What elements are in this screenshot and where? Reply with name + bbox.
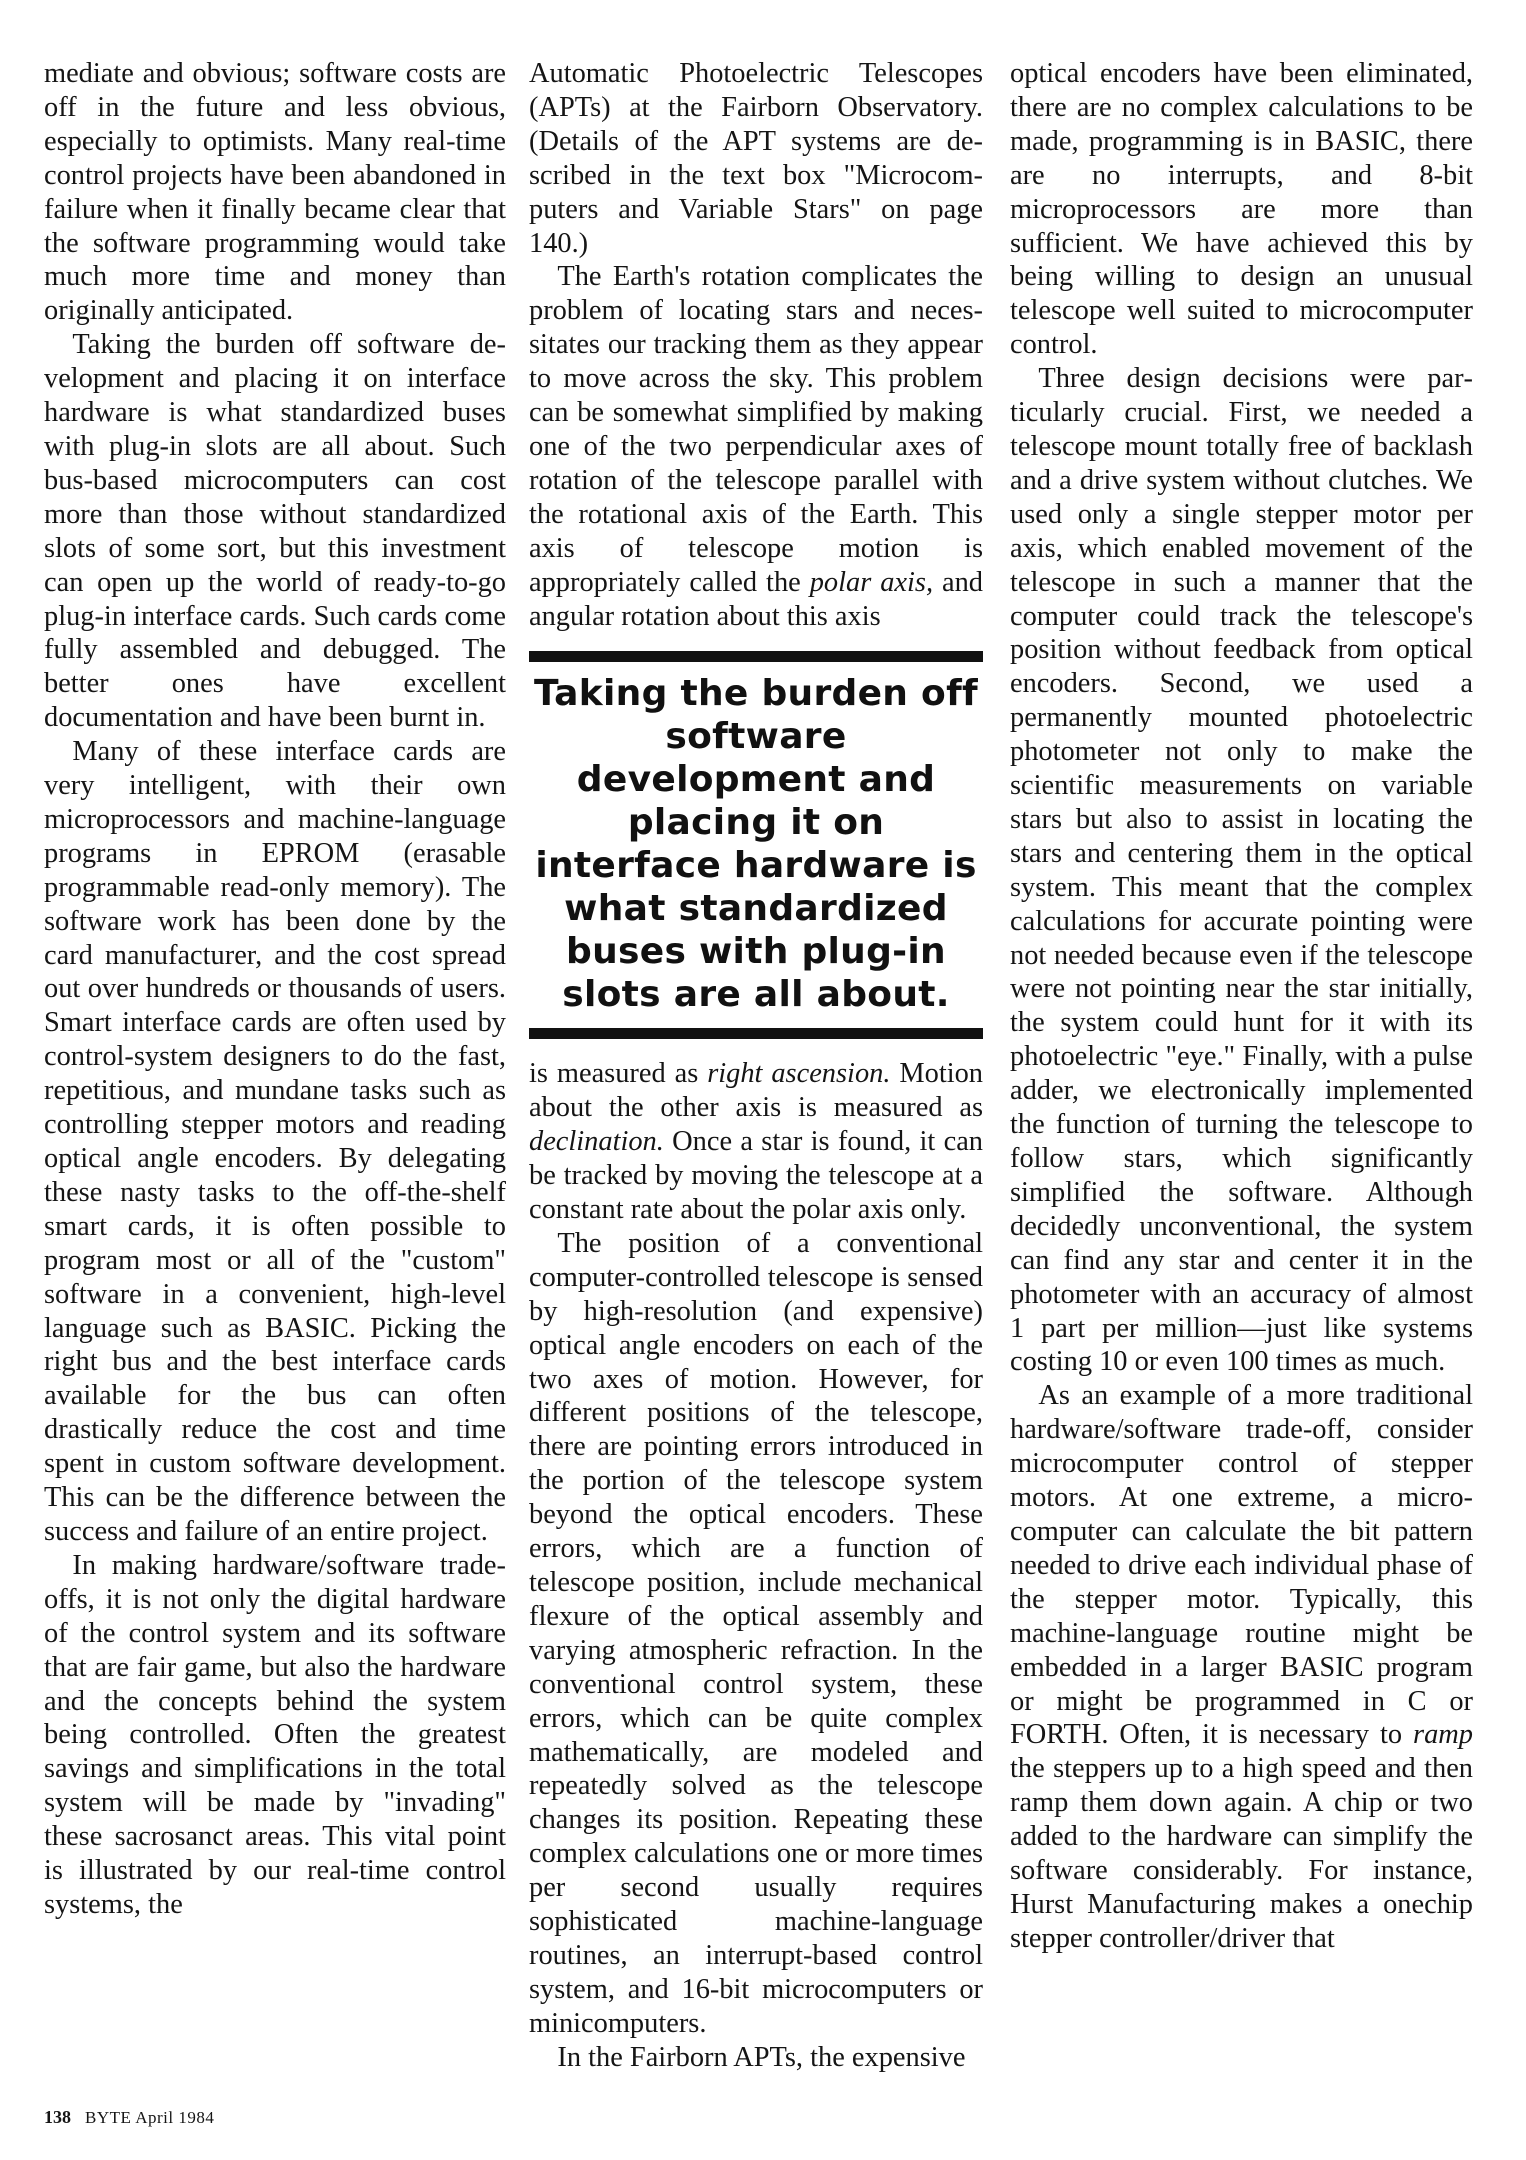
paragraph: In making hardware/software trade-offs, it is not only the digital hardware of the control system and its software that are fair game, but also the hardware and the concepts behind the system being controlled. Often the greatest savings and simplifications in the total system will be made by "invading" these sacrosanct areas. This vital point is illustrated by our real-time control systems, the [44,1549,506,1920]
paragraph-text: the steppers up to a high speed and then ramp them down again. A chip or two added to the hardware can simplify the software considerably. For instance, Hurst Manufacturing makes a onechip stepper controller/driver that [1010,1753,1473,1954]
paragraph: optical encoders have been eliminated, there are no complex calculations to be made, programming is in BASIC, there are no interrupts, and 8-bit microprocessors are more than sufficient. We have achieved this by being willing to design an unusual telescope well suited to microcomputer control. [1010,58,1473,361]
term-ramp: ramp [1413,1719,1473,1751]
paragraph [529,1057,983,1227]
paragraph: Automatic Photoelectric Telescopes (APTs) at the Fairborn Observatory. (Details of the APT systems are described in the text box "Microcomputers and Variable Stars" on page 140.) [529,58,983,259]
paragraph: Three design decisions were particularly crucial. First, we needed a telescope mount totally free of backlash and a drive system without clutches. We used only a single stepper motor per axis, which enabled movement of the telescope in such a manner that the computer could track the telescope's position without feedback from optical encoders. Second, we used a permanently mounted photoelectric photometer not only to make the scientific measurements on variable stars but also to assist in locating the stars and centering them in the optical system. This meant that the complex calculations for accurate pointing were not needed because even if the telescope were not pointing near the star initially, the system could hunt for it with its photoelectric "eye." Finally, with a pulse adder, we electronically implemented the function of turning the telescope to follow stars, which significantly simplified the software. Although decidedly unconventional, the system can find any star and center it in the photometer with an accuracy of almost 1 part per million—just like systems costing 10 or even 100 times as much. [1010,363,1473,1378]
paragraph [529,260,983,633]
page-footer [44,2107,214,2128]
publication-source: BYTE April 1984 [85,2108,215,2127]
text-column-right [1010,57,1473,1956]
text-column-left [44,57,506,1922]
paragraph [1010,1379,1473,1955]
paragraph-text: As an example of a more traditional hardware/software trade-off, consider microcomputer control of stepper motors. At one extreme, a microcomputer can calculate the bit pattern needed to drive each individual phase of the stepper motor. Typically, this machine-language routine might be embedded in a larger BASIC program or might be programmed in C or FORTH. Often, it is necessary to [1010,1380,1473,1751]
term-right-ascension: right ascension. [707,1058,891,1090]
pull-quote-text: Taking the burden off software development and placing it on interface hardware is what standardized buses with plug-in slots are all about. [533,673,979,1016]
paragraph: Many of these interface cards are very intelligent, with their own microprocessors and machine-language programs in EPROM (erasable programmable read-only memory). The software work has been done by the card manufacturer, and the cost spread out over hundreds or thousands of users. Smart interface cards are often used by control-system designers to do the fast, repetitious, and mundane tasks such as controlling stepper motors and reading optical angle encoders. By delegating these nasty tasks to the off-the-shelf smart cards, it is often possible to program most or all of the "custom" software in a convenient, high-level language such as BASIC. Picking the right bus and the best interface cards available for the bus can often drastically reduce the cost and time spent in custom software development. This can be the difference between the success and failure of an entire project. [44,736,506,1547]
paragraph-text: Motion about the other axis is measured as [529,1058,983,1124]
paragraph: mediate and obvious; software costs are off in the future and less obvious, especially to optimists. Many real-time control projects have been abandoned in failure when it finally became clear that the software programming would take much more time and money than originally anticipated. [44,58,506,327]
paragraph-text: The Earth's rotation complicates the problem of locating stars and necessitates our tracking them as they appear to move across the sky. This problem can be somewhat simplified by making one of the two perpendicular axes of rotation of the telescope parallel with the rotational axis of the Earth. This axis of telescope motion is appropriately called the [529,261,983,598]
paragraph-text: is measured as [529,1058,708,1090]
paragraph: Taking the burden off software development and placing it on interface hardware is what standardized buses with plug-in slots are all about. Such bus-based microcomputers can cost more than those without standardized slots of some sort, but this investment can open up the world of ready-to-go plug-in interface cards. Such cards come fully assembled and debugged. The better ones have excellent documentation and have been burnt in. [44,329,506,734]
pull-quote [529,651,983,1039]
term-declination: declination. [529,1126,664,1158]
paragraph: The position of a conventional computer-controlled telescope is sensed by high-resolution (and expensive) optical angle encoders on each of the two axes of motion. However, for different positions of the telescope, there are pointing errors introduced in the portion of the telescope system beyond the optical encoders. These errors, which are a function of telescope position, include mechanical flexure of the optical assembly and varying atmospheric refraction. In the conventional control system, these errors, which can be quite complex mathematically, are modeled and repeatedly solved as the telescope changes its position. Repeating these complex calculations one or more times per second usually requires sophisticated machine-language routines, an interrupt-based control system, and 16-bit microcomputers or minicomputers. [529,1227,983,2039]
page-number: 138 [44,2107,71,2127]
paragraph: In the Fairborn APTs, the expensive [557,2041,966,2073]
paragraph-text: Once a star is found, it can be tracked by moving the telescope at a constant rate about the polar axis only. [529,1126,983,1226]
term-polar-axis: polar axis, [809,566,934,598]
paragraph-text: and angular rotation about this axis [529,566,984,632]
text-column-middle [529,57,983,2075]
